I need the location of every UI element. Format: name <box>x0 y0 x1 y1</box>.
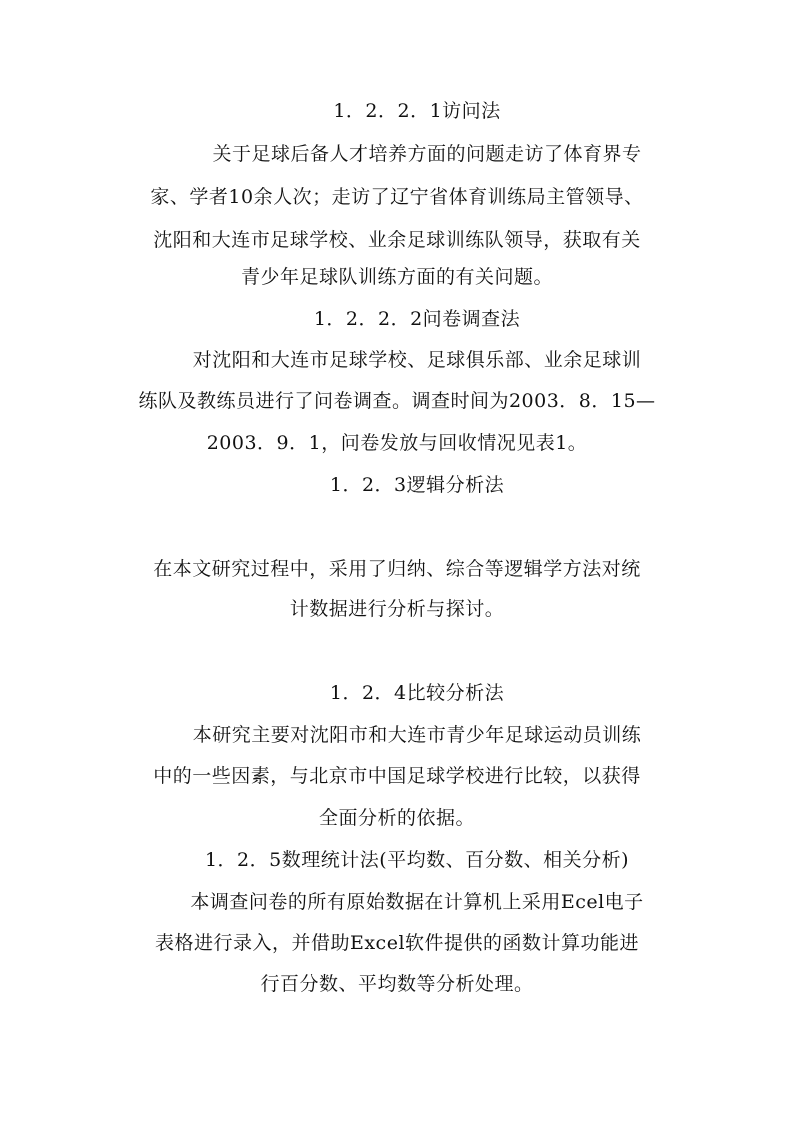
paragraph-line: 在本文研究过程中，采用了归纳、综合等逻辑学方法对统 <box>153 558 641 580</box>
section-heading-interview-method: 1．2．2．1访问法 <box>333 100 501 122</box>
paragraph-line: 练队及教练员进行了问卷调查。调查时间为2003．8．15— <box>138 390 656 412</box>
paragraph-line: 青少年足球队训练方面的有关问题。 <box>240 266 553 288</box>
paragraph-line: 全面分析的依据。 <box>318 807 475 829</box>
section-heading-statistics-method: 1．2．5数理统计法(平均数、百分数、相关分析) <box>204 849 630 871</box>
paragraph-line: 行百分数、平均数等分析处理。 <box>260 973 534 995</box>
section-heading-comparative-analysis: 1．2．4比较分析法 <box>329 682 505 704</box>
paragraph-line: 2003．9．1，问卷发放与回收情况见表1。 <box>206 432 588 454</box>
paragraph-line: 中的一些因素，与北京市中国足球学校进行比较，以获得 <box>153 765 641 787</box>
paragraph-line: 关于足球后备人才培养方面的问题走访了体育界专 <box>212 143 642 165</box>
paragraph-line: 本调查问卷的所有原始数据在计算机上采用Ecel电子 <box>190 891 644 913</box>
paragraph-line: 计数据进行分析与探讨。 <box>289 598 505 620</box>
paragraph-line: 表格进行录入，并借助Excel软件提供的函数计算功能进 <box>154 932 640 954</box>
paragraph-line: 沈阳和大连市足球学校、业余足球训练队领导，获取有关 <box>153 229 641 251</box>
section-heading-questionnaire-method: 1．2．2．2问卷调查法 <box>313 308 521 330</box>
paragraph-line: 家、学者10余人次；走访了辽宁省体育训练局主管领导、 <box>150 186 644 208</box>
paragraph-line: 本研究主要对沈阳市和大连市青少年足球运动员训练 <box>192 724 642 746</box>
paragraph-line: 对沈阳和大连市足球学校、足球俱乐部、业余足球训 <box>192 349 642 371</box>
section-heading-logic-analysis: 1．2．3逻辑分析法 <box>329 474 505 496</box>
